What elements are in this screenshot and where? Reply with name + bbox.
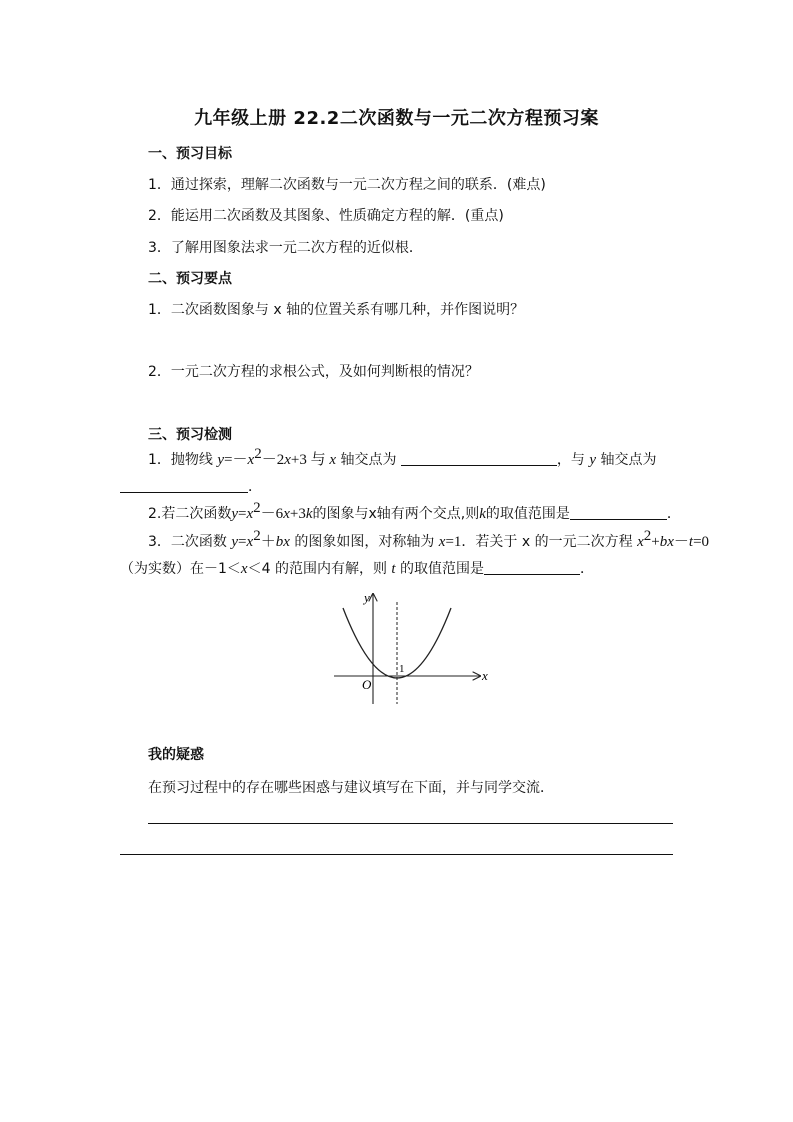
question-3-line-2: （为实数）在－1＜x＜4 的范围内有解，则 t 的取值范围是 ． xyxy=(120,561,595,577)
q2-answer-blank[interactable] xyxy=(570,505,667,520)
question-1: 1．抛物线 $y=-x^2-2x+3$ 与 x 轴交点为 ，与 y 轴交点为 xyxy=(148,446,657,468)
section-2-heading: 二、预习要点 xyxy=(148,271,232,287)
point-item-1: 1．二次函数图象与 x 轴的位置关系有哪几种，并作图说明？ xyxy=(148,302,525,318)
page-title: 九年级上册 22.2二次函数与一元二次方程预习案 xyxy=(194,108,599,129)
answer-line-1[interactable] xyxy=(148,823,673,824)
q1-answer-blank-2[interactable] xyxy=(120,478,248,493)
goal-item-2: 2．能运用二次函数及其图象、性质确定方程的解．(重点) xyxy=(148,208,504,224)
parabola-graph xyxy=(330,588,490,708)
q3-answer-blank[interactable] xyxy=(484,560,580,575)
answer-line-2[interactable] xyxy=(120,854,673,855)
q1-number: 1． xyxy=(148,452,171,468)
question-3: 3．二次函数 $y=x^2+bx$ 的图象如图，对称轴为 x=1．若关于 x 的一元二次方程 $x^2+bx-t=0$ xyxy=(148,528,710,550)
question-2: 2.若二次函数$y=x^2-6x+3k$的图象与x轴有两个交点,则k的取值范围是 ． xyxy=(148,500,681,522)
section-3-heading: 三、预习检测 xyxy=(148,427,232,443)
doubts-heading: 我的疑惑 xyxy=(148,747,204,763)
doubts-instruction: 在预习过程中的存在哪些困惑与建议填写在下面，并与同学交流． xyxy=(148,780,554,796)
q1-answer-blank-1[interactable] xyxy=(401,451,557,466)
tick-label-1: 1 xyxy=(399,663,405,675)
point-item-2: 2．一元二次方程的求根公式，及如何判断根的情况？ xyxy=(148,364,479,380)
x-axis-label: x xyxy=(482,668,488,683)
section-1-heading: 一、预习目标 xyxy=(148,146,232,162)
origin-label: O xyxy=(362,677,372,692)
goal-item-3: 3．了解用图象法求一元二次方程的近似根． xyxy=(148,240,423,256)
goal-item-1: 1．通过探索，理解二次函数与一元二次方程之间的联系．(难点) xyxy=(148,177,546,193)
question-1-line-2: ． xyxy=(120,478,262,496)
y-axis-label: y xyxy=(364,590,370,605)
q1-text: 抛物线 xyxy=(170,452,218,468)
